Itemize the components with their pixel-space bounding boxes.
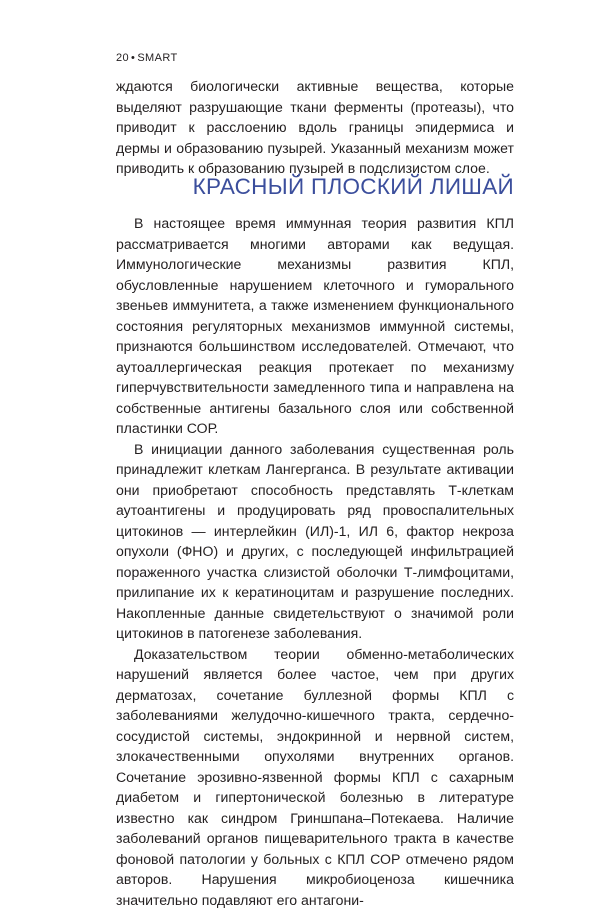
- body-paragraph-1: В настоящее время иммунная теория развития КПЛ рассматривается многими авторами как ведущая. Иммунологические механизмы развития КПЛ, обусловленные нарушением клеточного и гуморального звеньев иммунитета, а также изменением функционального состояния регуляторных механизмов иммунной системы, признаются большинством исследователей. Отмечают, что аутоаллергическая реакция протекает по механизму гиперчувствительности замедленного типа и направлена на собственные антигены базального слоя или собственной пластинки СОР.: [116, 213, 514, 439]
- intro-text: [116, 76, 514, 179]
- running-header: [116, 52, 178, 64]
- body-paragraph-2: В инициации данного заболевания существенная роль принадлежит клеткам Лангерганса. В результате активации они приобретают способность представлять Т-клеткам аутоантигены и продуцировать ряд провоспалительных цитокинов — интерлейкин (ИЛ)-1, ИЛ 6, фактор некроза опухоли (ФНО) и других, с последующей инфильтрацией пораженного участка слизистой оболочки Т-лимфоцитами, прилипание их к кератиноцитам и разрушение последних. Накопленные данные свидетельствуют о значимой роли цитокинов в патогенезе заболевания.: [116, 439, 514, 644]
- page-number: 20: [116, 52, 129, 64]
- series-name: SMART: [137, 52, 177, 64]
- section-body: [116, 213, 514, 910]
- section-title: КРАСНЫЙ ПЛОСКИЙ ЛИШАЙ: [116, 174, 514, 200]
- intro-paragraph: ждаются биологически активные вещества, которые выделяют разрушающие ткани ферменты (протеазы), что приводит к расслоению вдоль границы эпидермиса и дермы и образованию пузырей. Указанный механизм может приводить к образованию пузырей в подслизистом слое.: [116, 76, 514, 179]
- header-separator: •: [131, 52, 135, 64]
- body-paragraph-3: Доказательством теории обменно-метаболических нарушений является более частое, чем при других дерматозах, сочетание буллезной формы КПЛ с заболеваниями желудочно-кишечного тракта, сердечно-сосудистой системы, эндокринной и нервной систем, злокачественными опухолями внутренних органов. Сочетание эрозивно-язвенной формы КПЛ с сахарным диабетом и гипертонической болезнью в литературе известно как синдром Гриншпана–Потекаева. Наличие заболеваний органов пищеварительного тракта в качестве фоновой патологии у больных с КПЛ СОР отмечено рядом авторов. Нарушения микробиоценоза кишечника значительно подавляют его антагони-: [116, 644, 514, 910]
